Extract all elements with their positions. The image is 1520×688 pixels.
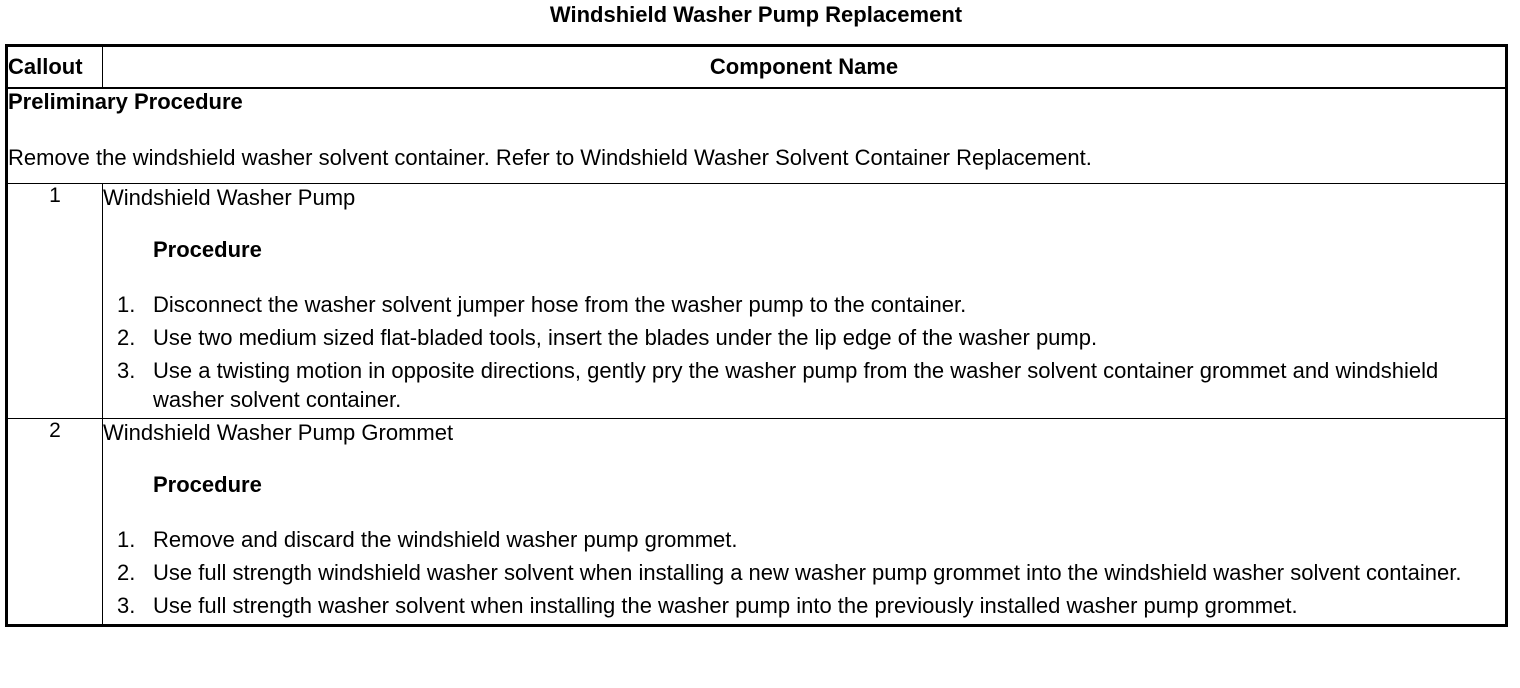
step-item [117, 525, 1505, 554]
step-list [103, 290, 1505, 414]
step-item [117, 558, 1505, 587]
table-row [7, 419, 1507, 626]
step-number: 3. [117, 593, 136, 618]
step-number: 3. [117, 358, 136, 383]
preliminary-text: Remove the windshield washer solvent container. Refer to Windshield Washer Solvent Container Replacement. [8, 145, 1092, 170]
component-cell [103, 419, 1507, 626]
step-text: Disconnect the washer solvent jumper hose from the washer pump to the container. [153, 292, 967, 317]
step-text: Use full strength washer solvent when installing the washer pump into the previously installed washer pump grommet. [153, 593, 1298, 618]
procedure-table [5, 44, 1508, 627]
step-item [117, 323, 1505, 352]
step-text: Use full strength windshield washer solvent when installing a new washer pump grommet into the windshield washer solvent container. [153, 560, 1462, 585]
step-text: Remove and discard the windshield washer pump grommet. [153, 527, 738, 552]
component-name: Windshield Washer Pump Grommet [103, 420, 454, 445]
preliminary-row [7, 88, 1507, 184]
preliminary-cell [7, 88, 1507, 184]
component-cell [103, 184, 1507, 419]
component-name-column-header: Component Name [103, 46, 1507, 89]
step-number: 2. [117, 325, 136, 350]
procedure-label: Procedure [153, 472, 262, 497]
component-name: Windshield Washer Pump [103, 185, 356, 210]
callout-number: 1 [7, 184, 103, 419]
table-header-row [7, 46, 1507, 89]
step-list [103, 525, 1505, 620]
preliminary-heading: Preliminary Procedure [8, 89, 243, 114]
step-text: Use two medium sized flat-bladed tools, insert the blades under the lip edge of the washer pump. [153, 325, 1098, 350]
step-number: 2. [117, 560, 136, 585]
document-title: Windshield Washer Pump Replacement [549, 2, 963, 27]
table-row [7, 184, 1507, 419]
step-item [117, 356, 1505, 414]
step-number: 1. [117, 527, 136, 552]
callout-number: 2 [7, 419, 103, 626]
step-item [117, 290, 1505, 319]
procedure-label: Procedure [153, 237, 262, 262]
callout-column-header: Callout [7, 46, 103, 89]
step-item [117, 591, 1505, 620]
step-number: 1. [117, 292, 136, 317]
step-text: Use a twisting motion in opposite directions, gently pry the washer pump from the washer solvent container grommet and windshield washer solvent container. [153, 358, 1439, 412]
